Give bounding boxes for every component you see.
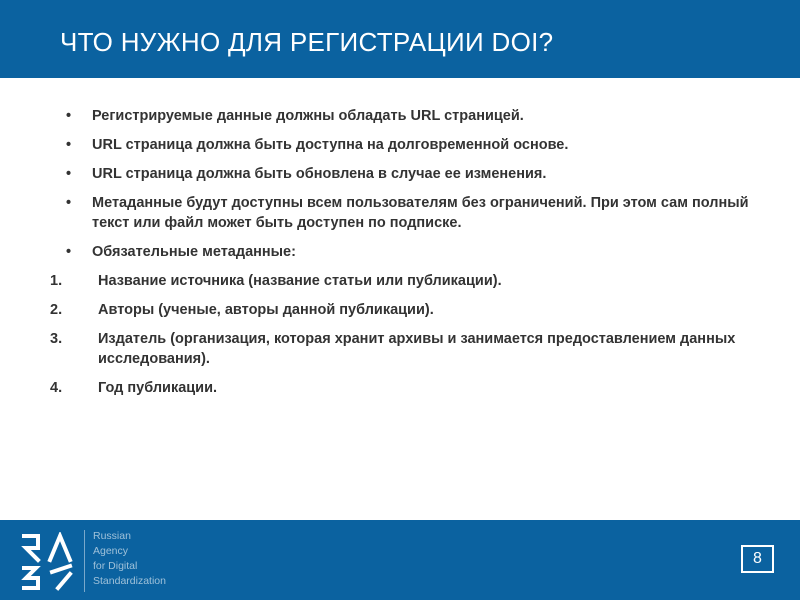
item-text: Авторы (ученые, авторы данной публикации). <box>98 302 434 318</box>
item-text: Год публикации. <box>98 380 218 396</box>
item-number: 1. <box>50 273 63 289</box>
slide-title: ЧТО НУЖНО ДЛЯ РЕГИСТРАЦИИ DOI? <box>60 27 554 57</box>
bullet-item: • Регистрируемые данные должны обладать URL страницей. <box>50 106 750 126</box>
numbered-item <box>50 300 750 320</box>
item-text: Название источника (название статьи или публикации). <box>98 273 502 289</box>
org-name-line: Russian <box>93 530 131 542</box>
slide-content <box>50 106 750 407</box>
numbered-list <box>50 271 750 398</box>
bullet-item: • Обязательные метаданные: <box>50 242 750 262</box>
item-number: 2. <box>50 302 63 318</box>
bullet-item: • Метаданные будут доступны всем пользователям без ограничений. При этом сам полный текст или файл может быть доступен по подписке. <box>50 193 750 233</box>
bullet-item: • URL страница должна быть доступна на долговременной основе. <box>50 135 750 155</box>
numbered-item <box>50 378 750 398</box>
numbered-item <box>50 271 750 291</box>
bullet-item: • URL страница должна быть обновлена в случае ее изменения. <box>50 164 750 184</box>
item-number: 3. <box>50 331 63 347</box>
header-bar <box>0 0 800 78</box>
org-name-line: Standardization <box>93 575 166 587</box>
rads-logo-icon <box>18 532 78 592</box>
item-number: 4. <box>50 380 63 396</box>
page-number: 8 <box>741 545 774 573</box>
org-name-line: Agency <box>93 545 129 557</box>
item-text: Издатель (организация, которая хранит архивы и занимается предоставлением данных исследования). <box>98 331 736 367</box>
numbered-item <box>50 329 750 369</box>
bullet-list <box>50 106 750 262</box>
org-name-line: for Digital <box>93 560 138 572</box>
footer-bar <box>0 520 800 600</box>
logo-divider <box>84 530 85 592</box>
org-name <box>93 529 166 589</box>
